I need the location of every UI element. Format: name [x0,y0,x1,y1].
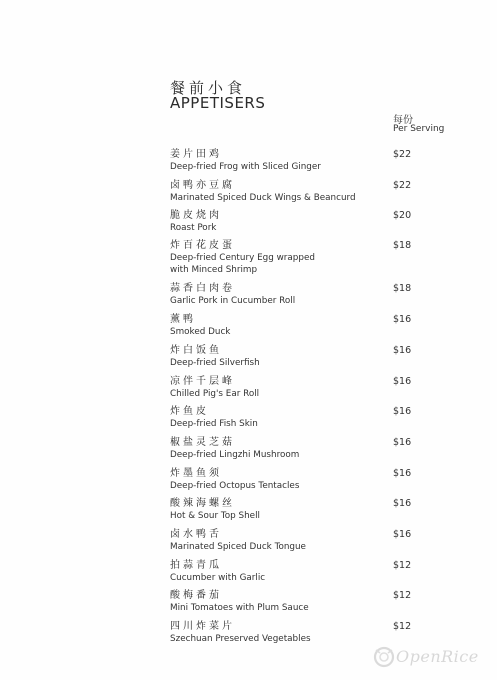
item-price: $16 [393,437,412,448]
item-name-zh: 酸梅番茄 [170,590,222,601]
item-name-zh: 酸辣海螺丝 [170,498,235,509]
menu-item [170,497,470,522]
item-name-en: Deep-fried Lingzhi Mushroom [170,450,300,460]
item-name-en: Deep-fried Frog with Sliced Ginger [170,162,321,172]
item-price: $16 [393,406,412,417]
menu-item [170,528,470,553]
item-name-en: Deep-fried Fish Skin [170,419,258,429]
item-name-zh: 拍蒜青瓜 [170,560,222,571]
menu-item [170,375,470,400]
price-header-en: Per Serving [393,124,445,134]
item-name-en: Smoked Duck [170,327,231,337]
item-name-en: Marinated Spiced Duck Wings & Beancurd [170,193,356,203]
item-price: $16 [393,498,412,509]
menu-item [170,209,470,234]
menu-item [170,620,470,645]
item-price: $12 [393,560,412,571]
item-name-en: Roast Pork [170,223,217,233]
section-title-zh: 餐前小食 [170,79,247,97]
menu-item [170,282,470,307]
item-name-zh: 脆皮烧肉 [170,210,222,221]
item-name-zh: 卤鸭亦豆腐 [170,180,235,191]
item-price: $12 [393,621,412,632]
item-price: $16 [393,376,412,387]
item-name-zh: 卤水鸭舌 [170,529,222,540]
item-name-zh: 蒜香白肉卷 [170,283,235,294]
item-price: $18 [393,283,412,294]
item-price: $12 [393,590,412,601]
item-name-en: Marinated Spiced Duck Tongue [170,542,306,552]
menu-item [170,313,470,338]
item-name-zh: 姜片田鸡 [170,149,222,160]
item-price: $18 [393,240,412,251]
openrice-logo-icon [372,644,396,670]
item-name-en: Hot & Sour Top Shell [170,511,260,521]
item-name-zh: 椒盐灵芝菇 [170,437,235,448]
item-price: $22 [393,180,412,191]
menu-item [170,148,470,173]
menu-item [170,467,470,492]
item-price: $16 [393,314,412,325]
openrice-watermark [372,644,487,670]
item-name-en: Chilled Pig's Ear Roll [170,389,260,399]
item-name-zh: 薰鸭 [170,314,196,325]
item-name-zh: 炸百花皮蛋 [170,240,235,251]
item-name-en: Deep-fried Century Egg wrapped with Minced Shrimp [170,253,315,275]
menu-item [170,589,470,614]
menu-item [170,559,470,584]
item-price: $22 [393,149,412,160]
item-name-zh: 炸墨鱼须 [170,468,222,479]
item-name-en: Deep-fried Octopus Tentacles [170,481,300,491]
item-name-zh: 四川炸菜片 [170,621,235,632]
section-title-en: APPETISERS [170,94,266,112]
item-name-en: Deep-fried Silverfish [170,358,260,368]
menu-item [170,405,470,430]
item-price: $16 [393,529,412,540]
menu-item [170,179,470,204]
price-header-zh: 每份 [393,115,413,126]
item-price: $20 [393,210,412,221]
menu-item [170,344,470,369]
item-name-zh: 凉伴千层峰 [170,376,235,387]
item-price: $16 [393,345,412,356]
watermark-text: OpenRice [396,647,479,666]
item-name-zh: 炸鱼皮 [170,406,209,417]
item-name-en: Szechuan Preserved Vegetables [170,634,311,644]
item-name-en: Cucumber with Garlic [170,573,266,583]
item-name-en: Mini Tomatoes with Plum Sauce [170,603,309,613]
item-price: $16 [393,468,412,479]
menu-item [170,239,470,276]
menu-item [170,436,470,461]
item-name-en: Garlic Pork in Cucumber Roll [170,296,296,306]
item-name-zh: 炸白饭鱼 [170,345,222,356]
